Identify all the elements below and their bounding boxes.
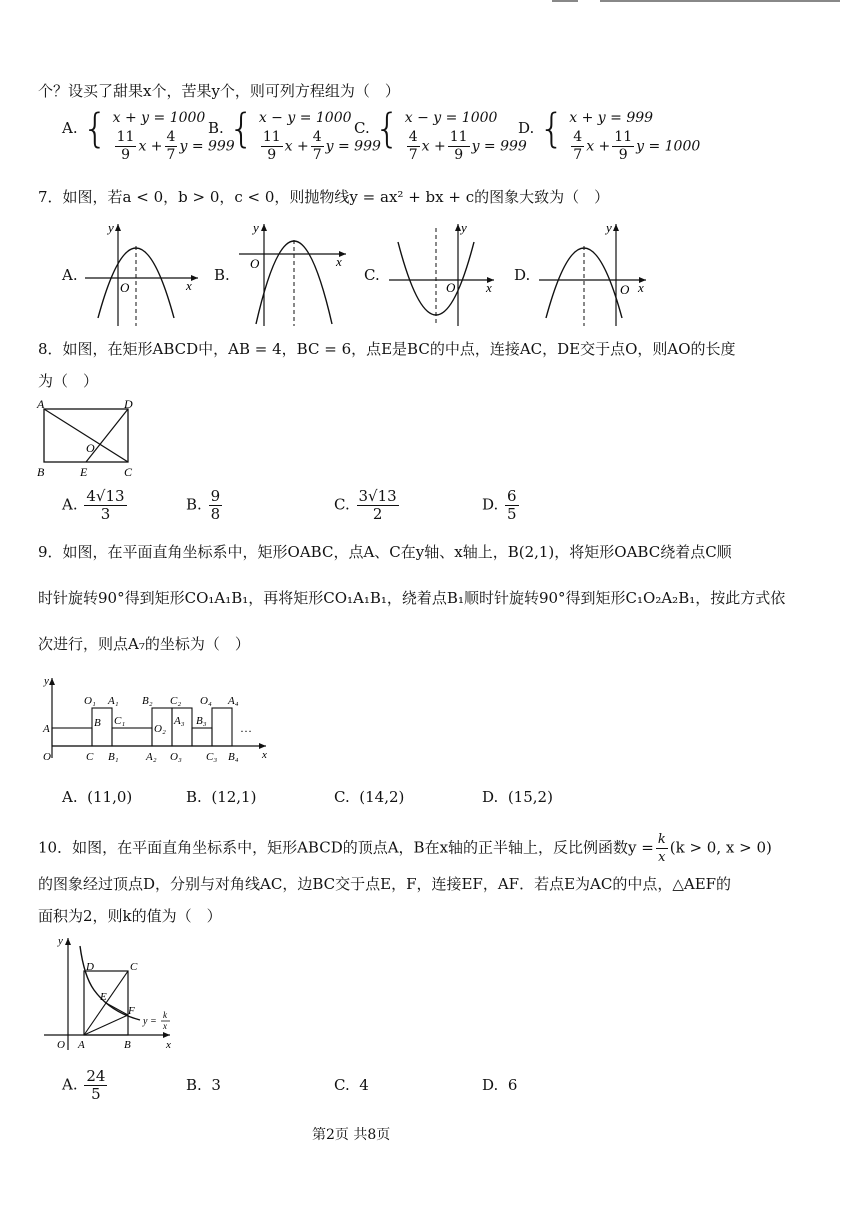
svg-text:B: B: [37, 465, 45, 479]
svg-text:x: x: [166, 1039, 171, 1051]
svg-text:x: x: [486, 280, 492, 295]
svg-text:x: x: [638, 280, 644, 295]
svg-text:O: O: [86, 441, 95, 455]
q9-text-1: 9．如图，在平面直角坐标系中，矩形OABC，点A、C在y轴、x轴上，B(2,1)，将矩形OABC绕着点C顺: [38, 543, 732, 561]
q7-option-c[interactable]: C.: [364, 266, 380, 284]
q6-option-b[interactable]: B. { x − y = 1000 $\frac{11}{9}$ x + $\frac{4}{7}$ y = 999: [208, 106, 381, 163]
svg-text:x: x: [262, 749, 267, 761]
svg-text:B₂: B₂: [142, 695, 153, 707]
svg-text:C₃: C₃: [206, 751, 218, 763]
svg-text:y =: y =: [143, 1016, 157, 1027]
q7-graph-b: [234, 218, 359, 330]
q8-rectangle-figure: [34, 396, 146, 480]
svg-text:B₁: B₁: [108, 751, 119, 763]
q10-text-1: 10．如图，在平面直角坐标系中，矩形ABCD的顶点A，B在x轴的正半轴上，反比例函数y = $\frac{k}{x}$ (k > 0, x > 0): [38, 832, 772, 865]
svg-text:C₁: C₁: [114, 715, 126, 727]
q7-graph-a: [80, 218, 205, 330]
svg-text:A₃: A₃: [174, 715, 185, 727]
q10-option-b[interactable]: B. 3: [186, 1076, 221, 1094]
svg-text:O₄: O₄: [200, 695, 212, 707]
q8-text-1: 8．如图，在矩形ABCD中，AB = 4，BC = 6，点E是BC的中点，连接AC，DE交于点O，则AO的长度: [38, 340, 736, 358]
svg-text:…: …: [240, 721, 252, 735]
svg-text:y: y: [606, 220, 612, 235]
q7-option-b[interactable]: B.: [214, 266, 230, 284]
svg-text:B₃: B₃: [196, 715, 207, 727]
svg-text:y: y: [58, 935, 63, 947]
page-footer: 第2页 共8页: [312, 1127, 391, 1143]
svg-text:A₂: A₂: [146, 751, 157, 763]
q10-text-3: 面积为2，则k的值为（ ）: [38, 907, 222, 925]
q8-option-a[interactable]: A. $\frac{4√13}{3}$: [62, 487, 125, 523]
svg-text:O₁: O₁: [84, 695, 96, 707]
q6-option-a[interactable]: A. { x + y = 1000 $\frac{11}{9}$ x + $\frac{4}{7}$ y = 999: [62, 106, 235, 163]
q10-text-2: 的图象经过顶点D，分别与对角线AC，边BC交于点E，F，连接EF，AF．若点E为AC的中点，△AEF的: [38, 875, 732, 893]
svg-text:O: O: [57, 1039, 65, 1051]
svg-text:O: O: [120, 280, 130, 295]
svg-text:A: A: [78, 1039, 85, 1051]
scan-mark: [600, 0, 840, 2]
svg-text:y: y: [253, 220, 259, 235]
q6-text: 个？设买了甜果x个，苦果y个，则可列方程组为（ ）: [38, 82, 400, 100]
svg-text:D: D: [124, 397, 133, 411]
q10-option-d[interactable]: D. 6: [482, 1076, 518, 1094]
q9-option-c[interactable]: C. (14,2): [334, 788, 405, 806]
q7-graph-d: [534, 218, 659, 330]
svg-text:A: A: [43, 723, 50, 735]
q9-text-3: 次进行，则点A₇的坐标为（ ）: [38, 635, 250, 653]
svg-text:E: E: [100, 991, 107, 1003]
svg-text:C: C: [130, 961, 138, 973]
svg-text:y: y: [461, 220, 467, 235]
svg-text:C₂: C₂: [170, 695, 182, 707]
q10-option-a[interactable]: A. $\frac{24}{5}$: [62, 1067, 106, 1103]
svg-text:A: A: [37, 397, 45, 411]
svg-text:x: x: [336, 254, 342, 269]
q8-option-b[interactable]: B. $\frac{9}{8}$: [186, 487, 221, 523]
svg-text:C: C: [86, 751, 94, 763]
svg-text:C: C: [124, 465, 133, 479]
svg-text:x: x: [186, 278, 192, 293]
scan-mark: [552, 0, 578, 2]
svg-text:D: D: [86, 961, 94, 973]
q7-graph-c: [384, 218, 509, 330]
svg-text:k: k: [163, 1010, 167, 1020]
q7-text: 7．如图，若a < 0，b > 0，c < 0，则抛物线y = ax² + bx + c的图象大致为（ ）: [38, 188, 610, 206]
svg-text:O₃: O₃: [170, 751, 182, 763]
svg-text:B: B: [124, 1039, 131, 1051]
svg-text:F: F: [128, 1005, 135, 1017]
svg-text:A₁: A₁: [108, 695, 119, 707]
svg-text:B₄: B₄: [228, 751, 239, 763]
svg-text:y: y: [108, 220, 114, 235]
svg-text:y: y: [44, 675, 49, 687]
q9-text-2: 时针旋转90°得到矩形CO₁A₁B₁，再将矩形CO₁A₁B₁，绕着点B₁顺时针旋转90°得到矩形C₁O₂A₂B₁，按此方式依: [38, 589, 786, 607]
q9-rotation-figure: [34, 670, 274, 770]
q7-option-a[interactable]: A.: [62, 266, 78, 284]
q9-option-d[interactable]: D. (15,2): [482, 788, 553, 806]
q9-option-a[interactable]: A. (11,0): [62, 788, 133, 806]
q7-option-d[interactable]: D.: [514, 266, 531, 284]
q9-option-b[interactable]: B. (12,1): [186, 788, 257, 806]
q8-text-2: 为（ ）: [38, 372, 99, 390]
q10-option-c[interactable]: C. 4: [334, 1076, 369, 1094]
svg-text:E: E: [80, 465, 88, 479]
svg-text:A₄: A₄: [228, 695, 239, 707]
svg-text:O₂: O₂: [154, 723, 166, 735]
svg-text:O: O: [250, 256, 260, 271]
svg-text:x: x: [163, 1021, 167, 1031]
svg-text:B: B: [94, 717, 101, 729]
svg-text:O: O: [446, 280, 456, 295]
svg-text:O: O: [43, 751, 51, 763]
svg-text:O: O: [620, 282, 630, 297]
q6-option-c[interactable]: C. { x − y = 1000 $\frac{4}{7}$ x + $\frac{11}{9}$ y = 999: [354, 106, 527, 163]
q8-option-d[interactable]: D. $\frac{6}{5}$: [482, 487, 517, 523]
q10-hyperbola-figure: [40, 932, 180, 1058]
q6-option-d[interactable]: D. { x + y = 999 $\frac{4}{7}$ x + $\frac{11}{9}$ y = 1000: [518, 106, 701, 163]
q8-option-c[interactable]: C. $\frac{3√13}{2}$: [334, 487, 397, 523]
